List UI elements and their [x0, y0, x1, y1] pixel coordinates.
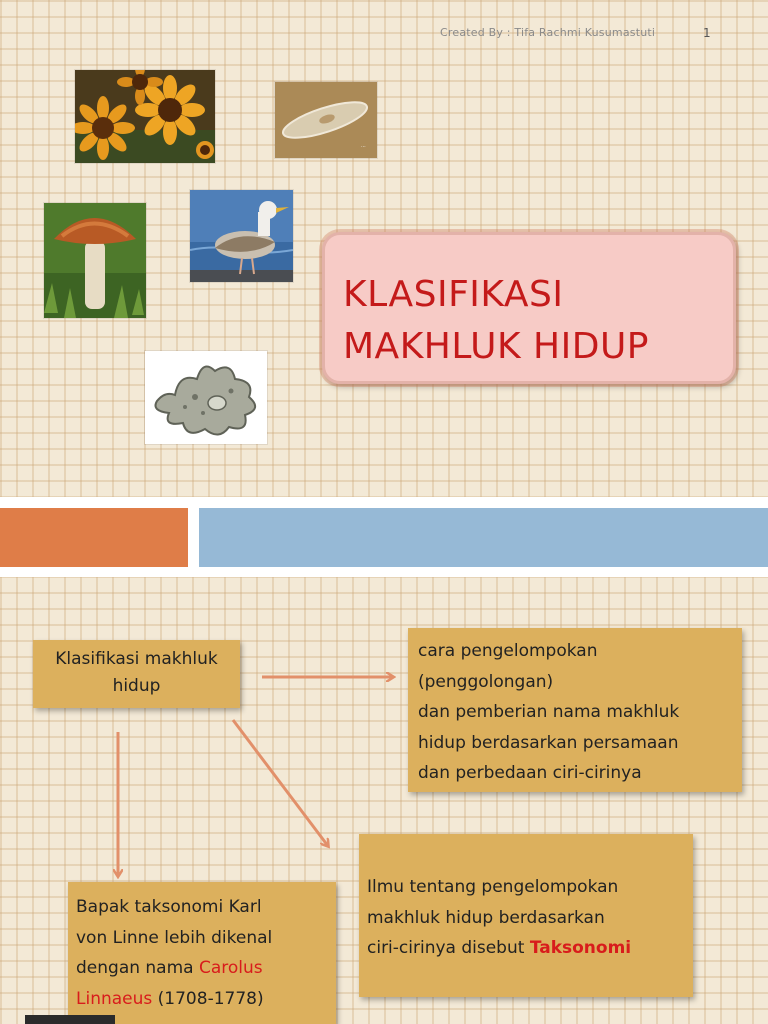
taxonomy-line-3: ciri-cirinya disebut [367, 938, 525, 958]
father-name-last: Linnaeus [76, 988, 153, 1009]
portrait-thumbnail [25, 1015, 115, 1024]
title-line-2: MAKHLUK HIDUP [343, 326, 649, 367]
definition-box [33, 640, 240, 708]
taxonomy-box [359, 834, 693, 997]
taxonomy-term: Taksonomi [529, 938, 632, 958]
father-box [68, 882, 336, 1024]
meaning-line-5: dan perbedaan ciri-cirinya [418, 763, 642, 783]
father-line-2: von Linne lebih dikenal [76, 927, 273, 948]
taxonomy-line-2: makhluk hidup berdasarkan [367, 907, 605, 928]
taxonomy-line-1: Ilmu tentang pengelompokan [367, 877, 619, 897]
father-line-4-wrap [76, 984, 336, 1015]
father-years: (1708-1778) [157, 988, 264, 1009]
title-line-1: KLASIFIKASI [343, 274, 564, 315]
meaning-line-2: (penggolongan) [418, 671, 554, 692]
definition-line-2: hidup [112, 676, 161, 696]
father-line-3-wrap [76, 953, 336, 984]
meaning-box [408, 628, 742, 792]
meaning-line-4: hidup berdasarkan persamaan [418, 732, 679, 753]
page-number: 1 [703, 26, 711, 40]
meaning-line-1: cara pengelompokan [418, 641, 598, 661]
father-line-3: dengan nama [76, 958, 194, 978]
author-credit: Created By : Tifa Rachmi Kusumastuti [440, 26, 656, 39]
definition-line-1: Klasifikasi makhluk [55, 649, 218, 669]
meaning-line-3: dan pemberian nama makhluk [418, 702, 680, 722]
father-name-first: Carolus [199, 958, 263, 978]
father-line-1: Bapak taksonomi Karl [76, 897, 262, 917]
svg-text:···: ··· [361, 144, 366, 150]
arrow-to-taxonomy [233, 720, 328, 846]
taxonomy-line-3-wrap [367, 933, 693, 964]
